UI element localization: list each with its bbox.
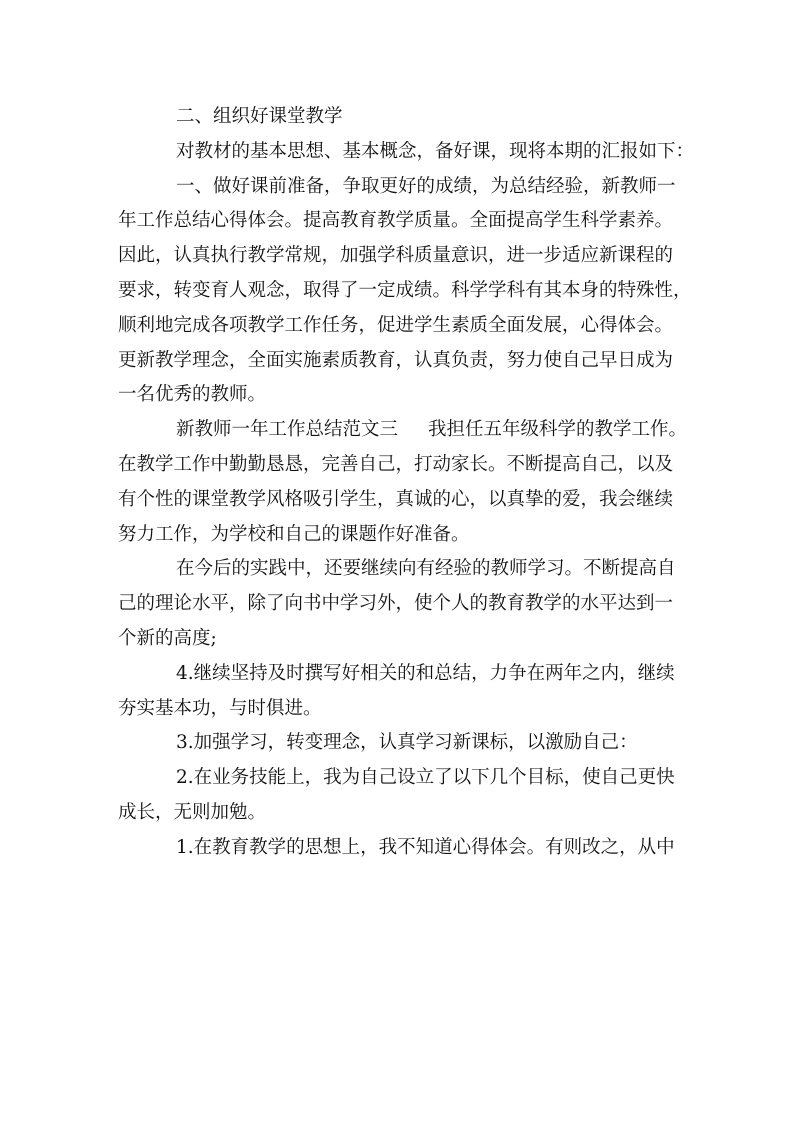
- paragraph-line: 努力工作，为学校和自己的课题作好准备。: [118, 523, 470, 545]
- list-item-line: 2.在业务技能上，我为自己设立了以下几个目标，使自己更快: [176, 767, 675, 789]
- paragraph-line: 对教材的基本思想、基本概念，备好课，现将本期的汇报如下：: [176, 140, 695, 162]
- paragraph-line: 顺利地完成各项教学工作任务，促进学生素质全面发展，心得体会。: [118, 314, 674, 336]
- paragraph-text: 我担任五年级科学的教学工作。: [428, 419, 688, 441]
- paragraph-line: 因此，认真执行教学常规，加强学科质量意识，进一步适应新课程的: [118, 245, 674, 267]
- list-item-line: 4.继续坚持及时撰写好相关的和总结，力争在两年之内，继续: [176, 662, 675, 684]
- paragraph-line: 更新教学理念，全面实施素质教育，认真负责，努力使自己早日成为: [118, 349, 674, 371]
- paragraph-line: 己的理论水平，除了向书中学习外，使个人的教育教学的水平达到一: [118, 593, 674, 615]
- paragraph-line: 一、做好课前准备，争取更好的成绩，为总结经验，新教师一: [176, 175, 676, 197]
- paragraph-line: 年工作总结心得体会。提高教育教学质量。全面提高学生科学素养。: [118, 210, 674, 232]
- document-body: [118, 100, 695, 866]
- list-item-line: 1.在教育教学的思想上，我不知道心得体会。有则改之，从中: [176, 836, 675, 858]
- paragraph-line: 在今后的实践中，还要继续向有经验的教师学习。不断提高自: [176, 558, 676, 580]
- section-heading: 二、组织好课堂教学: [176, 106, 343, 127]
- paragraph-line: 一名优秀的教师。: [118, 384, 267, 406]
- paragraph-line: 要求，转变育人观念，取得了一定成绩。科学学科有其本身的特殊性，: [118, 279, 692, 301]
- list-item-line: 3.加强学习，转变理念，认真学习新课标，以激励自己：: [176, 732, 638, 754]
- paragraph-line: 个新的高度;: [118, 627, 217, 649]
- paragraph-line-with-title: [118, 413, 688, 448]
- paragraph-line: 有个性的课堂教学风格吸引学生，真诚的心，以真挚的爱，我会继续: [118, 488, 674, 510]
- list-item-line: 夯实基本功，与时俱进。: [118, 697, 322, 719]
- article-title: 新教师一年工作总结范文三: [176, 419, 399, 441]
- paragraph-line: 在教学工作中勤勤恳恳，完善自己，打动家长。不断提高自己，以及: [118, 453, 674, 475]
- list-item-line: 成长，无则加勉。: [118, 801, 267, 823]
